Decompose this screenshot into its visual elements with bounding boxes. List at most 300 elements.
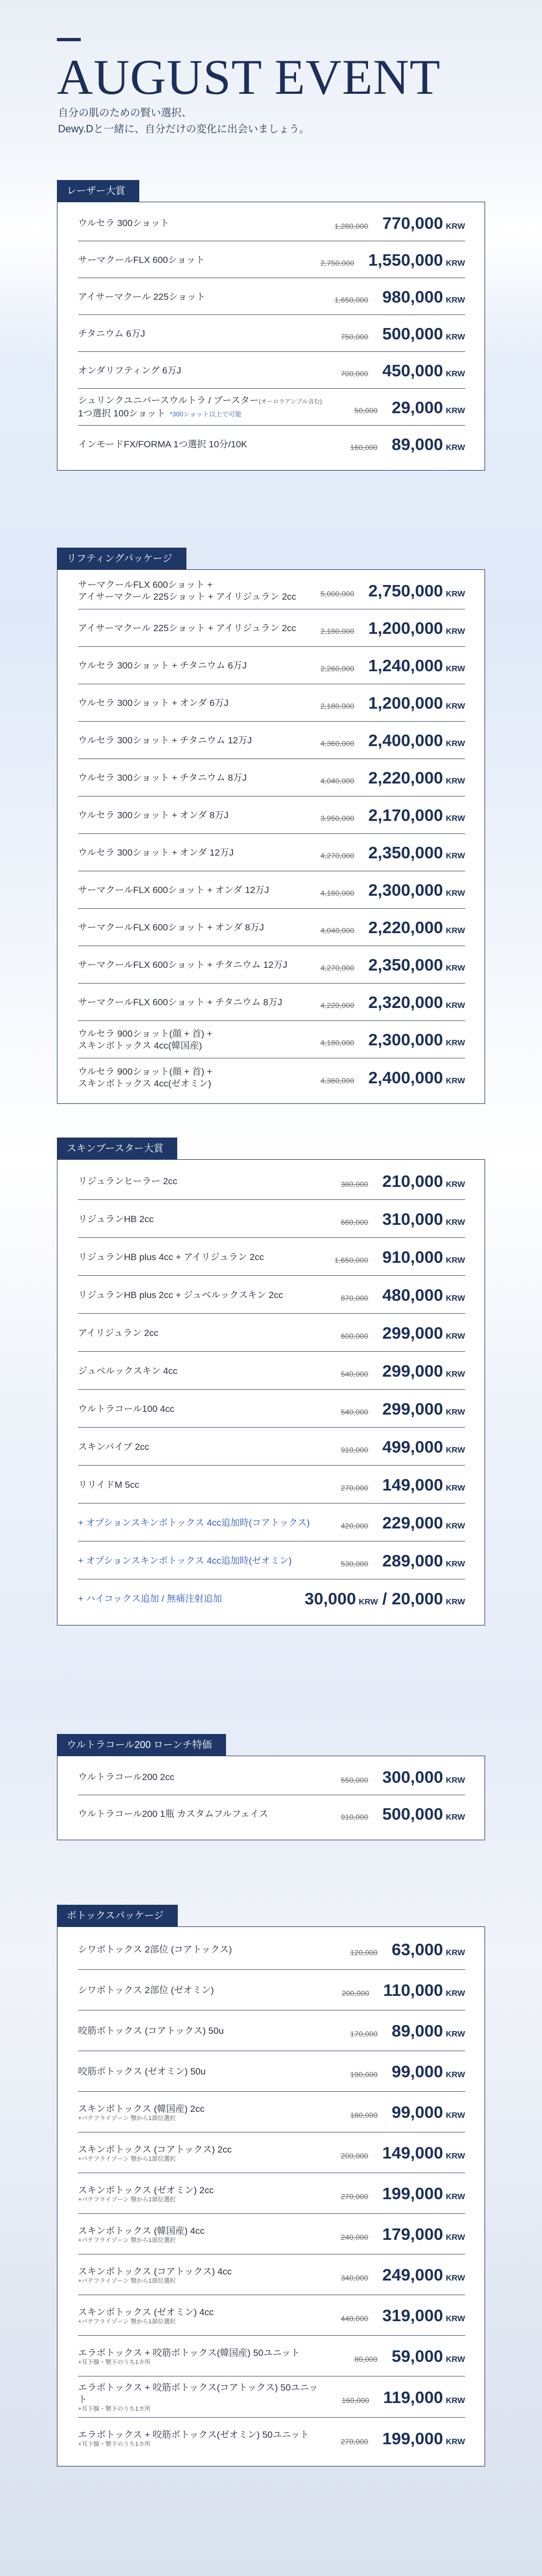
item-name <box>78 2144 325 2163</box>
price-row <box>78 1795 465 1832</box>
original-price: 2,180,000 <box>320 702 354 710</box>
item-prices <box>325 2265 465 2285</box>
item-prices <box>305 1589 465 1609</box>
price-list <box>57 1159 485 1626</box>
item-name-line2-text: アイサーマクール 225ショット + アイリジュラン 2cc <box>78 592 296 602</box>
item-prices <box>325 361 465 381</box>
item-name-text: ウルセラ 300ショット + チタニウム 12万J <box>78 735 252 746</box>
item-prices <box>334 2062 465 2082</box>
price-row <box>78 278 465 315</box>
sale-price: 99,000 <box>391 2062 443 2081</box>
sale-price: 499,000 <box>382 1437 443 1456</box>
item-name-text: エラボトックス + 咬筋ボトックス(韓国産) 50ユニット <box>78 2347 300 2358</box>
item-name-text: スキンボトックス (コアトックス) 4cc <box>78 2266 232 2277</box>
currency-label: KRW <box>446 1483 465 1493</box>
original-price: 4,180,000 <box>320 889 354 897</box>
item-name <box>78 735 311 747</box>
item-name <box>78 1944 334 1956</box>
sale-price: 2,300,000 <box>368 1030 443 1049</box>
section-skin-booster <box>57 1138 485 1626</box>
price-row <box>78 2214 465 2254</box>
page-header <box>57 38 491 138</box>
original-price: 910,000 <box>340 1813 369 1821</box>
price-row <box>78 1428 465 1466</box>
original-price: 1,650,000 <box>334 295 369 304</box>
item-prices <box>325 1248 465 1267</box>
sale-price: 99,000 <box>391 2103 443 2122</box>
item-name <box>78 395 334 420</box>
item-name-text: 咬筋ボトックス (ゼオミン) 50u <box>78 2066 206 2077</box>
sale-price: 229,000 <box>382 1513 443 1532</box>
currency-label: KRW <box>446 1445 465 1455</box>
price-row <box>78 722 465 759</box>
item-name-text: チタニウム 6万J <box>78 328 145 339</box>
currency-label: KRW <box>446 2111 465 2120</box>
original-price: 4,360,000 <box>320 739 354 748</box>
section-title: ウルトラコール200 ローンチ特価 <box>57 1734 226 1756</box>
original-price: 910,000 <box>340 1445 369 1454</box>
price-row <box>78 389 465 426</box>
item-subnote: +パテフライゾーン 顎から1部位選択 <box>78 2196 176 2203</box>
item-prices <box>325 1551 465 1571</box>
currency-label: KRW <box>446 2233 465 2242</box>
sale-price: 89,000 <box>391 2021 443 2040</box>
item-name <box>78 1365 325 1377</box>
item-name-text: オンダリフティング 6万J <box>78 365 182 376</box>
item-name-text: スキンボトックス (韓国産) 4cc <box>78 2225 205 2236</box>
item-prices <box>311 619 465 638</box>
item-name-line2-text: スキンボトックス 4cc(韓国産) <box>78 1040 202 1051</box>
item-prices <box>325 2143 465 2163</box>
original-price: 540,000 <box>340 1407 369 1416</box>
original-price: 5,000,000 <box>320 589 354 598</box>
item-name-text: アイリジュラン 2cc <box>78 1327 159 1338</box>
original-price: 120,000 <box>350 1948 378 1957</box>
original-price: 3,950,000 <box>320 814 354 823</box>
price-row <box>78 2254 465 2295</box>
currency-label: KRW <box>446 776 465 786</box>
item-subnote: +パテフライゾーン 顎から1部位選択 <box>78 2237 176 2244</box>
section-laser <box>57 180 485 471</box>
item-name <box>78 622 311 634</box>
sale-price: 300,000 <box>382 1767 443 1787</box>
page-subtitle <box>58 105 491 138</box>
currency-label: KRW <box>446 702 465 711</box>
item-name <box>78 697 311 709</box>
original-price: 1,650,000 <box>334 1255 369 1264</box>
item-name-text: エラボトックス + 咬筋ボトックス(ゼオミン) 50ユニット <box>78 2430 309 2440</box>
price-row <box>78 1758 465 1795</box>
item-name <box>78 1066 311 1090</box>
original-price: 270,000 <box>340 1483 369 1492</box>
price-row <box>78 984 465 1021</box>
price-row <box>78 2010 465 2051</box>
original-price: 440,000 <box>340 2314 369 2323</box>
item-prices <box>311 806 465 825</box>
item-name <box>78 1175 325 1187</box>
item-name-text: 咬筋ボトックス (コアトックス) 50u <box>78 2026 224 2036</box>
currency-label: KRW <box>446 2070 465 2079</box>
sale-price: 2,350,000 <box>368 955 443 974</box>
price-row <box>78 1504 465 1541</box>
sale-price: 2,220,000 <box>368 768 443 787</box>
currency-label: KRW <box>446 2151 465 2161</box>
item-name-text: リリイドM 5cc <box>78 1479 139 1490</box>
currency-label: KRW <box>446 1369 465 1379</box>
price-row <box>78 796 465 834</box>
price-row <box>78 1238 465 1276</box>
item-name <box>78 2103 334 2122</box>
item-name <box>78 772 311 784</box>
section-title: リフティングパッケージ <box>57 548 186 569</box>
item-name-text: + ハイコックス追加 / 無痛注射追加 <box>78 1594 222 1604</box>
sale-price: 179,000 <box>382 2225 443 2244</box>
currency-label: KRW <box>446 2273 465 2283</box>
currency-label: KRW <box>446 2437 465 2446</box>
item-name-text: ウルセラ 900ショット(顔 + 首) + <box>78 1066 212 1077</box>
price-row <box>78 241 465 278</box>
original-price: 1,280,000 <box>334 221 369 230</box>
currency-label: KRW <box>446 295 465 305</box>
currency-label: KRW <box>446 1217 465 1227</box>
item-prices <box>334 398 465 417</box>
currency-label: KRW <box>446 1076 465 1085</box>
price-row <box>78 572 465 609</box>
item-name <box>78 1028 311 1052</box>
item-name-text: ウルトラコール100 4cc <box>78 1403 175 1414</box>
item-prices <box>325 1210 465 1229</box>
item-name <box>78 2307 325 2326</box>
item-name-text: ウルセラ 300ショット <box>78 217 170 228</box>
original-price: 540,000 <box>340 1369 369 1378</box>
item-name-text: シワボトックス 2部位 (ゼオミン) <box>78 1985 214 1995</box>
original-price: 870,000 <box>340 1293 369 1302</box>
original-price: 2,750,000 <box>320 258 354 267</box>
price-row <box>78 1541 465 1579</box>
currency-label: KRW <box>446 1559 465 1569</box>
original-price: 4,360,000 <box>320 1076 354 1085</box>
item-prices <box>334 2103 465 2122</box>
currency-label: KRW <box>446 627 465 636</box>
sale-price: 199,000 <box>382 2184 443 2203</box>
item-name <box>78 217 325 229</box>
item-name-text: エラボトックス + 咬筋ボトックス(コアトックス) 50ユニット <box>78 2382 318 2405</box>
price-row <box>78 609 465 647</box>
item-name-text: サーマクールFLX 600ショット + <box>78 580 213 590</box>
item-name <box>78 847 311 859</box>
item-name <box>78 1984 326 1996</box>
price-row <box>78 352 465 389</box>
currency-label: KRW <box>446 1521 465 1531</box>
item-prices <box>325 287 465 307</box>
item-subnote: +パテフライゾーン 顎から1部位選択 <box>78 2115 176 2122</box>
sale-price: 299,000 <box>382 1361 443 1380</box>
currency-label: KRW <box>446 851 465 860</box>
item-prices <box>311 881 465 900</box>
sale-price: 1,200,000 <box>368 693 443 712</box>
section-title: スキンブースター大賞 <box>57 1138 177 1159</box>
sale-price: 289,000 <box>382 1551 443 1570</box>
original-price: 4,180,000 <box>320 1038 354 1047</box>
currency-label: KRW <box>446 1255 465 1265</box>
sale-price: 770,000 <box>382 213 443 233</box>
original-price: 750,000 <box>340 332 369 341</box>
item-note: *300ショット以上で可能 <box>170 410 242 418</box>
item-subnote: +耳下腺・顎下のうち1カ所 <box>78 2406 151 2412</box>
item-name <box>78 1251 325 1263</box>
item-prices <box>311 768 465 788</box>
price-list <box>57 1926 485 2466</box>
original-price: 200,000 <box>340 2151 369 2160</box>
original-price: 700,000 <box>340 369 369 378</box>
sale-price: 149,000 <box>382 1475 443 1494</box>
price-row <box>78 2092 465 2132</box>
currency-label: KRW <box>446 2314 465 2323</box>
sale-price: 30,000 <box>305 1589 356 1608</box>
item-name <box>78 328 325 340</box>
price-row <box>78 1929 465 1970</box>
original-price: 270,000 <box>340 2437 369 2446</box>
price-row <box>78 2336 465 2376</box>
sale-price: 450,000 <box>382 361 443 380</box>
price-row <box>78 946 465 984</box>
item-prices <box>311 656 465 676</box>
item-prices <box>325 1172 465 1191</box>
sale-price: 1,200,000 <box>368 619 443 638</box>
item-prices <box>325 1324 465 1343</box>
original-price: 200,000 <box>341 1989 370 1997</box>
item-name <box>78 579 311 603</box>
currency-label: KRW <box>446 369 465 378</box>
original-price: 240,000 <box>340 2233 369 2241</box>
item-prices <box>326 2388 465 2407</box>
item-name <box>78 1441 325 1453</box>
item-name <box>78 1479 325 1491</box>
price-row <box>78 204 465 241</box>
item-prices <box>325 1361 465 1381</box>
price-list <box>57 1756 485 1840</box>
item-name <box>78 291 325 303</box>
item-name-text: ウルセラ 300ショット + オンダ 8万J <box>78 810 229 820</box>
price-list <box>57 202 485 471</box>
sale-price: 2,170,000 <box>368 806 443 825</box>
sale-price: 500,000 <box>382 324 443 343</box>
item-name <box>78 959 311 971</box>
sale-price: 319,000 <box>382 2306 443 2325</box>
item-name-text: ウルセラ 900ショット(顔 + 首) + <box>78 1029 212 1039</box>
item-name-text: ウルトラコール200 1瓶 カスタムフルフェイス <box>78 1809 268 1819</box>
item-name <box>78 2382 326 2413</box>
currency-label: KRW <box>446 1001 465 1010</box>
currency-label: KRW <box>446 1293 465 1303</box>
original-price: 4,220,000 <box>320 1001 354 1010</box>
sale-price: 29,000 <box>391 397 443 417</box>
item-subnote: +パテフライゾーン 顎から1部位選択 <box>78 2155 176 2162</box>
currency-label: KRW <box>446 1038 465 1048</box>
sale-price: 1,550,000 <box>368 250 443 269</box>
item-name-text: ジュベルックスキン 4cc <box>78 1365 178 1376</box>
item-name <box>78 1593 305 1605</box>
item-name <box>78 1555 325 1567</box>
item-name-text: スキンボトックス (ゼオミン) 4cc <box>78 2307 214 2317</box>
currency-label: KRW <box>446 1989 465 1998</box>
price-row <box>78 1162 465 1200</box>
price-row <box>78 834 465 871</box>
item-name <box>78 2266 325 2285</box>
item-name-text: リジュランHB plus 2cc + ジュベルックスキン 2cc <box>78 1289 283 1300</box>
price-row <box>78 1314 465 1352</box>
item-name-text: スキンバイブ 2cc <box>78 1441 150 1452</box>
item-name-text: アイサーマクール 225ショット + アイリジュラン 2cc <box>78 623 296 633</box>
item-name-small: (オーロラアンプル含む) <box>259 399 322 405</box>
currency-label: KRW <box>446 589 465 599</box>
original-price: 660,000 <box>340 1217 369 1226</box>
section-title: レーザー大賞 <box>57 180 139 202</box>
item-prices <box>334 2347 465 2366</box>
item-name <box>78 1403 325 1415</box>
item-prices <box>311 993 465 1012</box>
sale-price: 2,350,000 <box>368 843 443 862</box>
price-row <box>78 1021 465 1058</box>
item-prices <box>311 731 465 750</box>
item-name-text: シワボトックス 2部位 (コアトックス) <box>78 1944 232 1955</box>
item-name <box>78 922 311 934</box>
sale-price: 2,300,000 <box>368 881 443 900</box>
original-price: 180,000 <box>350 2111 378 2119</box>
item-prices <box>311 693 465 713</box>
item-prices <box>325 1475 465 1495</box>
currency-label: KRW <box>446 664 465 673</box>
item-name-text: サーマクールFLX 600ショット + チタニウム 8万J <box>78 997 282 1007</box>
item-name <box>78 660 311 672</box>
item-subnote: +耳下腺・顎下のうち1カ所 <box>78 2359 151 2366</box>
price-row <box>78 871 465 909</box>
item-prices <box>325 1286 465 1305</box>
currency-label: KRW <box>446 1407 465 1417</box>
original-price: 170,000 <box>350 2029 378 2038</box>
price-row <box>78 1352 465 1390</box>
item-subnote: +耳下腺・顎下のうち1カ所 <box>78 2441 151 2447</box>
sale-price: 210,000 <box>382 1171 443 1191</box>
currency-label: KRW <box>446 1331 465 1341</box>
item-name <box>78 2066 334 2078</box>
original-price: 530,000 <box>340 1559 369 1568</box>
price-row <box>78 2418 465 2458</box>
section-lifting-package <box>57 548 485 1104</box>
price-row <box>78 1579 465 1617</box>
sale-price: 2,400,000 <box>368 731 443 750</box>
price-row <box>78 759 465 796</box>
item-name-text: シュリンクユニバースウルトラ / ブースター <box>78 395 259 406</box>
item-prices <box>311 1068 465 1088</box>
currency-label: KRW <box>446 221 465 231</box>
sale-price: 299,000 <box>382 1399 443 1418</box>
item-name <box>78 1771 325 1783</box>
item-prices <box>326 1981 465 2000</box>
item-name-line2-text: スキンボトックス 4cc(ゼオミン) <box>78 1078 211 1089</box>
sale-price: 980,000 <box>382 287 443 306</box>
sale-price: 910,000 <box>382 1247 443 1267</box>
item-name-text: スキンボトックス (ゼオミン) 2cc <box>78 2185 214 2195</box>
item-name <box>78 810 311 821</box>
price-row <box>78 1466 465 1504</box>
sale-price: 149,000 <box>382 2143 443 2162</box>
item-name-text: ウルセラ 300ショット + チタニウム 8万J <box>78 773 247 783</box>
item-prices <box>325 1399 465 1419</box>
item-prices <box>311 843 465 863</box>
item-prices <box>334 2021 465 2041</box>
currency-label: KRW <box>446 926 465 935</box>
original-price: 380,000 <box>340 1179 369 1189</box>
item-prices <box>325 2429 465 2449</box>
item-name <box>78 365 325 377</box>
price-row <box>78 1970 465 2010</box>
item-prices <box>334 1940 465 1960</box>
price-row <box>78 2051 465 2092</box>
currency-label: KRW <box>446 2395 465 2405</box>
item-name-text: スキンボトックス (韓国産) 2cc <box>78 2103 205 2114</box>
price-row <box>78 2173 465 2214</box>
sale-price: 119,000 <box>383 2387 443 2407</box>
price-row <box>78 684 465 722</box>
original-price: 4,040,000 <box>320 926 354 935</box>
price-list <box>57 569 485 1104</box>
item-name-line2-text: 1つ選択 100ショット <box>78 408 166 419</box>
item-name-text: インモードFX/FORMA 1つ選択 10分/10K <box>78 439 247 449</box>
item-name <box>78 1289 325 1301</box>
price-row <box>78 1200 465 1238</box>
item-prices <box>325 1513 465 1533</box>
item-name <box>78 254 311 266</box>
item-name-text: リジュランヒーラー 2cc <box>78 1175 178 1186</box>
sale-price: 199,000 <box>382 2429 443 2448</box>
item-name <box>78 997 311 1008</box>
item-name <box>78 1808 325 1820</box>
item-name <box>78 2429 325 2448</box>
item-name-text: + オプションスキンボトックス 4cc追加時(コアトックス) <box>78 1517 310 1528</box>
item-name-line2 <box>78 408 334 420</box>
sale-price-secondary: / 20,000 <box>382 1589 443 1608</box>
sale-price: 2,400,000 <box>368 1068 443 1087</box>
price-row <box>78 1390 465 1428</box>
item-prices <box>311 250 465 270</box>
item-prices <box>325 324 465 344</box>
item-name-text: サーマクールFLX 600ショット + チタニウム 12万J <box>78 960 288 970</box>
currency-label: KRW <box>446 443 465 452</box>
original-price: 4,040,000 <box>320 776 354 785</box>
item-name-text: スキンボトックス (コアトックス) 2cc <box>78 2144 232 2155</box>
original-price: 2,180,000 <box>320 627 354 635</box>
page-title: AUGUST EVENT <box>57 49 441 105</box>
price-row <box>78 1058 465 1096</box>
item-subnote: +パテフライゾーン 顎から1部位選択 <box>78 2277 176 2284</box>
item-prices <box>325 214 465 233</box>
item-prices <box>325 1437 465 1457</box>
item-name-text: リジュランHB plus 4cc + アイリジュラン 2cc <box>78 1251 264 1262</box>
item-prices <box>325 2184 465 2204</box>
item-name-text: サーマクールFLX 600ショット + オンダ 12万J <box>78 885 269 895</box>
item-prices <box>325 1768 465 1787</box>
sale-price: 2,750,000 <box>368 581 443 600</box>
item-subnote: +パテフライゾーン 顎から1部位選択 <box>78 2318 176 2325</box>
price-row <box>78 315 465 352</box>
item-name <box>78 2185 325 2204</box>
sale-price: 480,000 <box>382 1285 443 1305</box>
item-name-text: サーマクールFLX 600ショット <box>78 254 205 265</box>
currency-label: KRW <box>446 889 465 898</box>
price-row <box>78 909 465 946</box>
currency-label: KRW <box>446 2029 465 2039</box>
